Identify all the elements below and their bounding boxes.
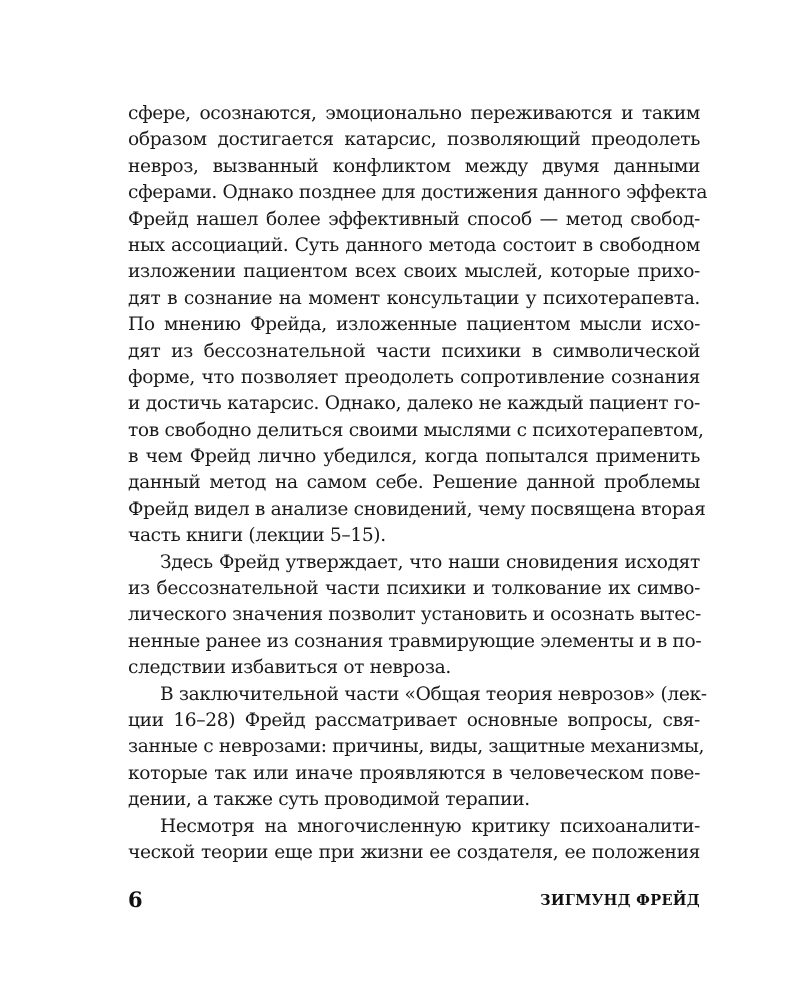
- text-line: дят в сознание на момент консультации у психотерапевта.: [128, 287, 700, 309]
- text-line: ческой теории еще при жизни ее создателя, ее положения: [128, 841, 700, 863]
- text-line: следствии избавиться от невроза.: [128, 657, 451, 679]
- text-line: занные с неврозами: причины, виды, защитные механизмы,: [128, 736, 705, 758]
- text-line: В заключительной части «Общая теория неврозов» (лек-: [160, 683, 707, 705]
- text-line: Здесь Фрейд утверждает, что наши сновидения исходят: [160, 551, 700, 573]
- text-line: ции 16–28) Фрейд рассматривает основные вопросы, свя-: [128, 709, 700, 731]
- text-line: сфере, осознаются, эмоционально переживаются и таким: [128, 103, 700, 124]
- text-line: Несмотря на многочисленную критику психоаналити-: [160, 815, 700, 837]
- text-line: лического значения позволит установить и осознать вытес-: [128, 604, 701, 626]
- text-line: изложении пациентом всех своих мыслей, которые прихо-: [128, 261, 700, 283]
- text-line: ненные ранее из сознания травмирующие элементы и в по-: [128, 630, 702, 652]
- text-line: форме, что позволяет преодолеть сопротивление сознания: [128, 366, 700, 388]
- text-line: данный метод на самом себе. Решение данной проблемы: [128, 472, 700, 494]
- text-line: невроз, вызванный конфликтом между двумя данными: [128, 155, 700, 177]
- text-line: тов свободно делиться своими мыслями с психотерапевтом,: [128, 419, 704, 441]
- text-line: Фрейд нашел более эффективный способ — метод свобод-: [128, 208, 700, 230]
- page-footer: [128, 887, 700, 917]
- text-line: и достичь катарсис. Однако, далеко не каждый пациент го-: [128, 393, 700, 415]
- text-line: По мнению Фрейда, изложенные пациентом мысли исхо-: [128, 314, 700, 336]
- text-line: которые так или иначе проявляются в человеческом пове-: [128, 762, 700, 784]
- running-head: ЗИГМУНД ФРЕЙД: [540, 892, 700, 909]
- text-line: Фрейд видел в анализе сновидений, чему посвящена вторая: [128, 498, 706, 520]
- body-text: [128, 101, 708, 866]
- text-line: образом достигается катарсис, позволяющий преодолеть: [128, 129, 700, 151]
- text-line: сферами. Однако позднее для достижения данного эффекта: [128, 182, 708, 204]
- text-line: часть книги (лекции 5–15).: [128, 525, 386, 547]
- text-line: из бессознательной части психики и толкование их симво-: [128, 578, 700, 600]
- page-number: 6: [128, 887, 143, 912]
- text-line: в чем Фрейд лично убедился, когда попытался применить: [128, 446, 700, 468]
- text-line: дят из бессознательной части психики в символической: [128, 340, 700, 362]
- text-line: ных ассоциаций. Суть данного метода состоит в свободном: [128, 234, 700, 256]
- text-line: дении, а также суть проводимой терапии.: [128, 789, 530, 811]
